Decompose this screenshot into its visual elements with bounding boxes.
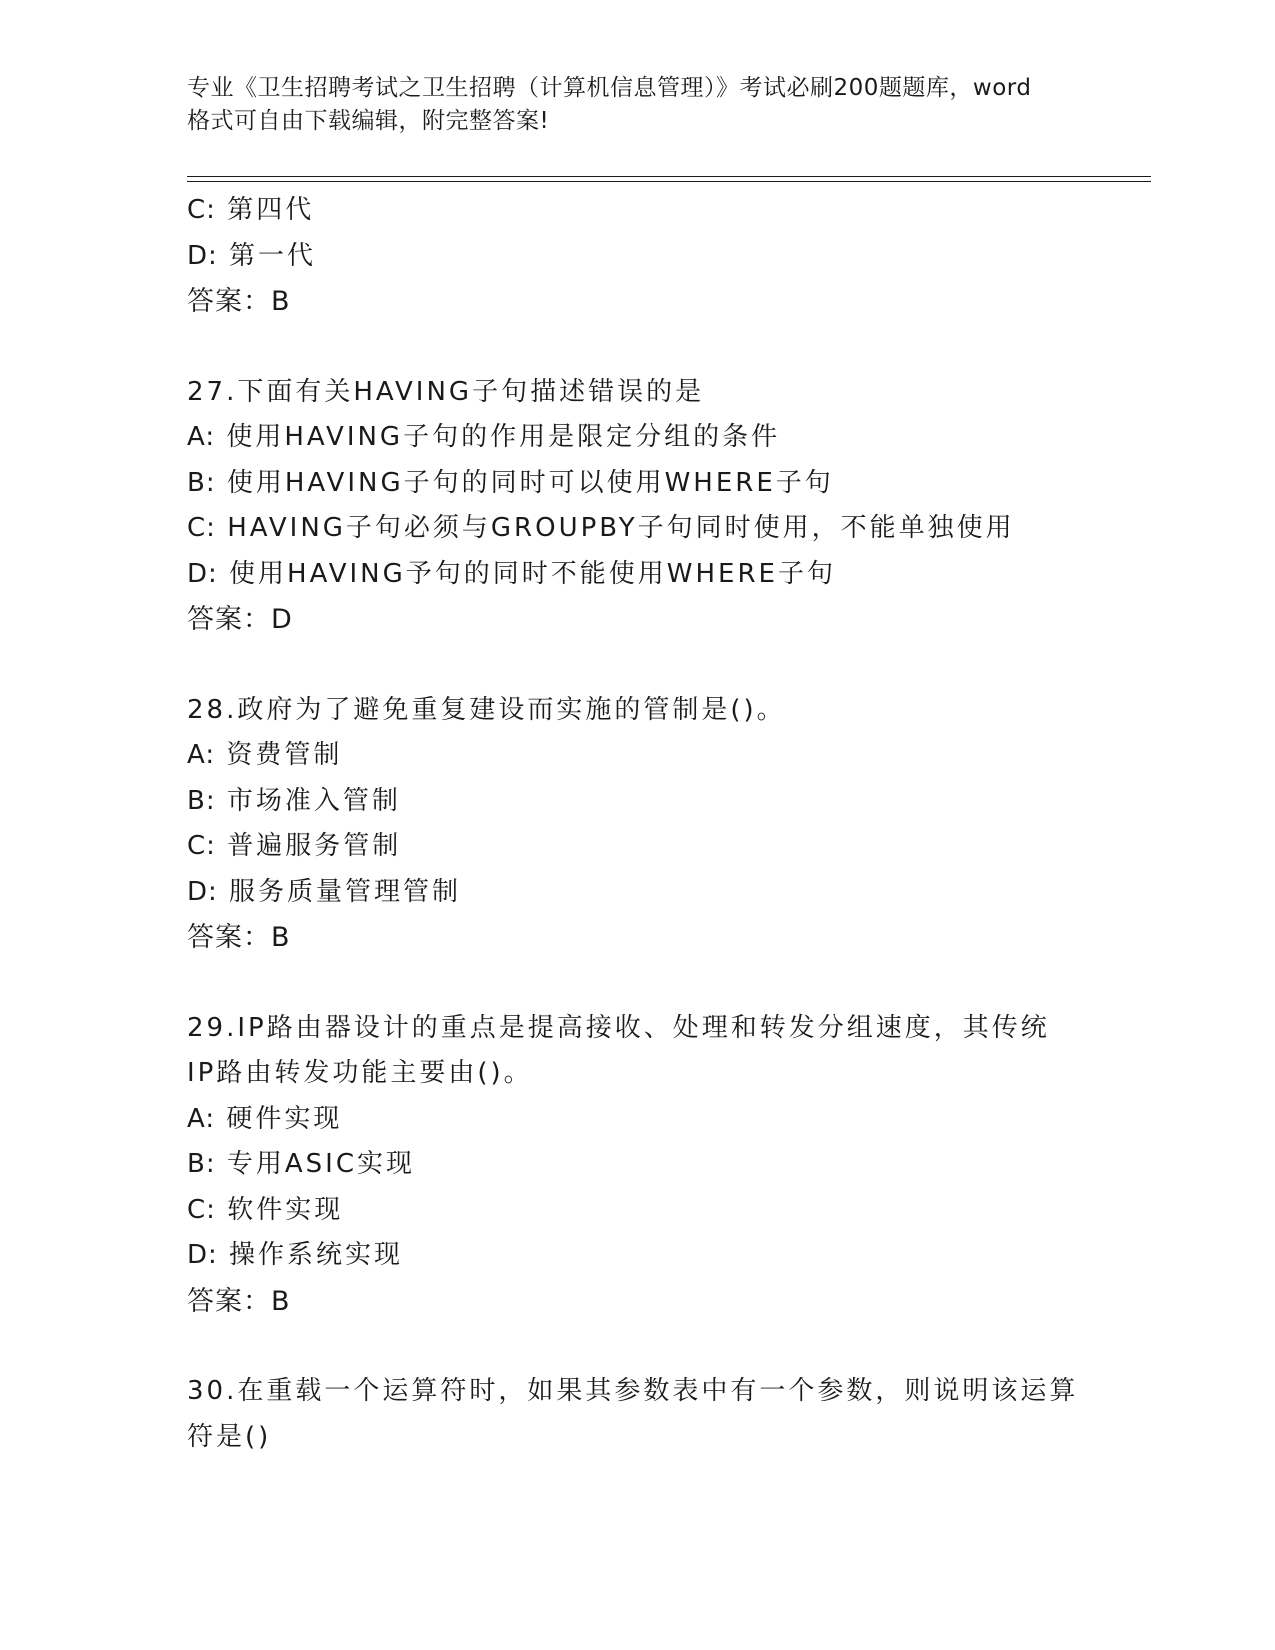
option-label: C: <box>187 1194 216 1225</box>
option-text: 硬件实现 <box>226 1103 343 1134</box>
option-label: B: <box>187 467 216 498</box>
option-d <box>187 870 1087 916</box>
option-label: B: <box>187 1149 216 1179</box>
option-label: C: <box>187 513 216 543</box>
question-stem: 28.政府为了避免重复建设而实施的管制是()。 <box>187 694 786 725</box>
option-a <box>187 733 1087 779</box>
option-text: 第一代 <box>229 240 317 271</box>
header-divider-thick <box>187 176 1151 177</box>
option-label: A: <box>187 740 216 770</box>
option-label: D: <box>187 1240 218 1270</box>
option-text: 使用HAVING子句的作用是限定分组的条件 <box>226 422 781 452</box>
option-label: A: <box>187 1103 216 1134</box>
option-c <box>187 824 1087 870</box>
option-text: 第四代 <box>227 195 315 225</box>
option-text: 操作系统实现 <box>229 1240 404 1270</box>
option-c <box>187 188 1087 234</box>
header-line-1: 专业《卫生招聘考试之卫生招聘（计算机信息管理）》考试必刷200题题库，word <box>187 75 1032 101</box>
option-b <box>187 779 1087 825</box>
option-text: 服务质量管理管制 <box>229 876 462 907</box>
option-text: 资费管制 <box>226 740 343 770</box>
answer-line: 答案：D <box>187 604 293 635</box>
option-label: D: <box>187 876 218 907</box>
option-d <box>187 552 1087 598</box>
option-d <box>187 1233 1087 1279</box>
option-a <box>187 1097 1087 1143</box>
option-label: C: <box>187 831 216 861</box>
option-c <box>187 1188 1087 1234</box>
option-text: 市场准入管制 <box>226 785 401 816</box>
question-stem: 30.在重载一个运算符时，如果其参数表中有一个参数，则说明该运算 <box>187 1376 1079 1406</box>
option-text: HAVING子句必须与GROUPBY子句同时使用，不能单独使用 <box>227 513 1015 543</box>
option-label: A: <box>187 422 216 452</box>
option-c <box>187 506 1087 552</box>
header-line-2: 格式可自由下载编辑，附完整答案! <box>187 108 550 134</box>
option-text: 软件实现 <box>227 1194 344 1225</box>
answer-line: 答案：B <box>187 922 291 953</box>
answer-line: 答案：B <box>187 286 291 317</box>
option-text: 使用HAVING子句的同时可以使用WHERE子句 <box>226 467 834 498</box>
option-b <box>187 461 1087 507</box>
document-header <box>187 72 1087 138</box>
question-stem: 29.IP路由器设计的重点是提高接收、处理和转发分组速度，其传统 <box>187 1012 1050 1043</box>
question-stem-continued: IP路由转发功能主要由()。 <box>187 1058 533 1088</box>
option-label: D: <box>187 558 218 589</box>
question-stem: 27.下面有关HAVING子句描述错误的是 <box>187 376 705 407</box>
question-list <box>187 188 1087 1460</box>
option-label: B: <box>187 785 216 816</box>
header-divider-thin <box>187 181 1151 182</box>
option-d <box>187 234 1087 280</box>
answer-line: 答案：B <box>187 1285 291 1317</box>
option-text: 专用ASIC实现 <box>226 1149 415 1179</box>
option-label: C: <box>187 195 216 225</box>
option-text: 普遍服务管制 <box>227 831 402 861</box>
question-stem-continued: 符是() <box>187 1421 272 1452</box>
option-a <box>187 415 1087 461</box>
option-text: 使用HAVING予句的同时不能使用WHERE子句 <box>229 558 836 589</box>
option-b <box>187 1142 1087 1188</box>
option-label: D: <box>187 240 218 271</box>
